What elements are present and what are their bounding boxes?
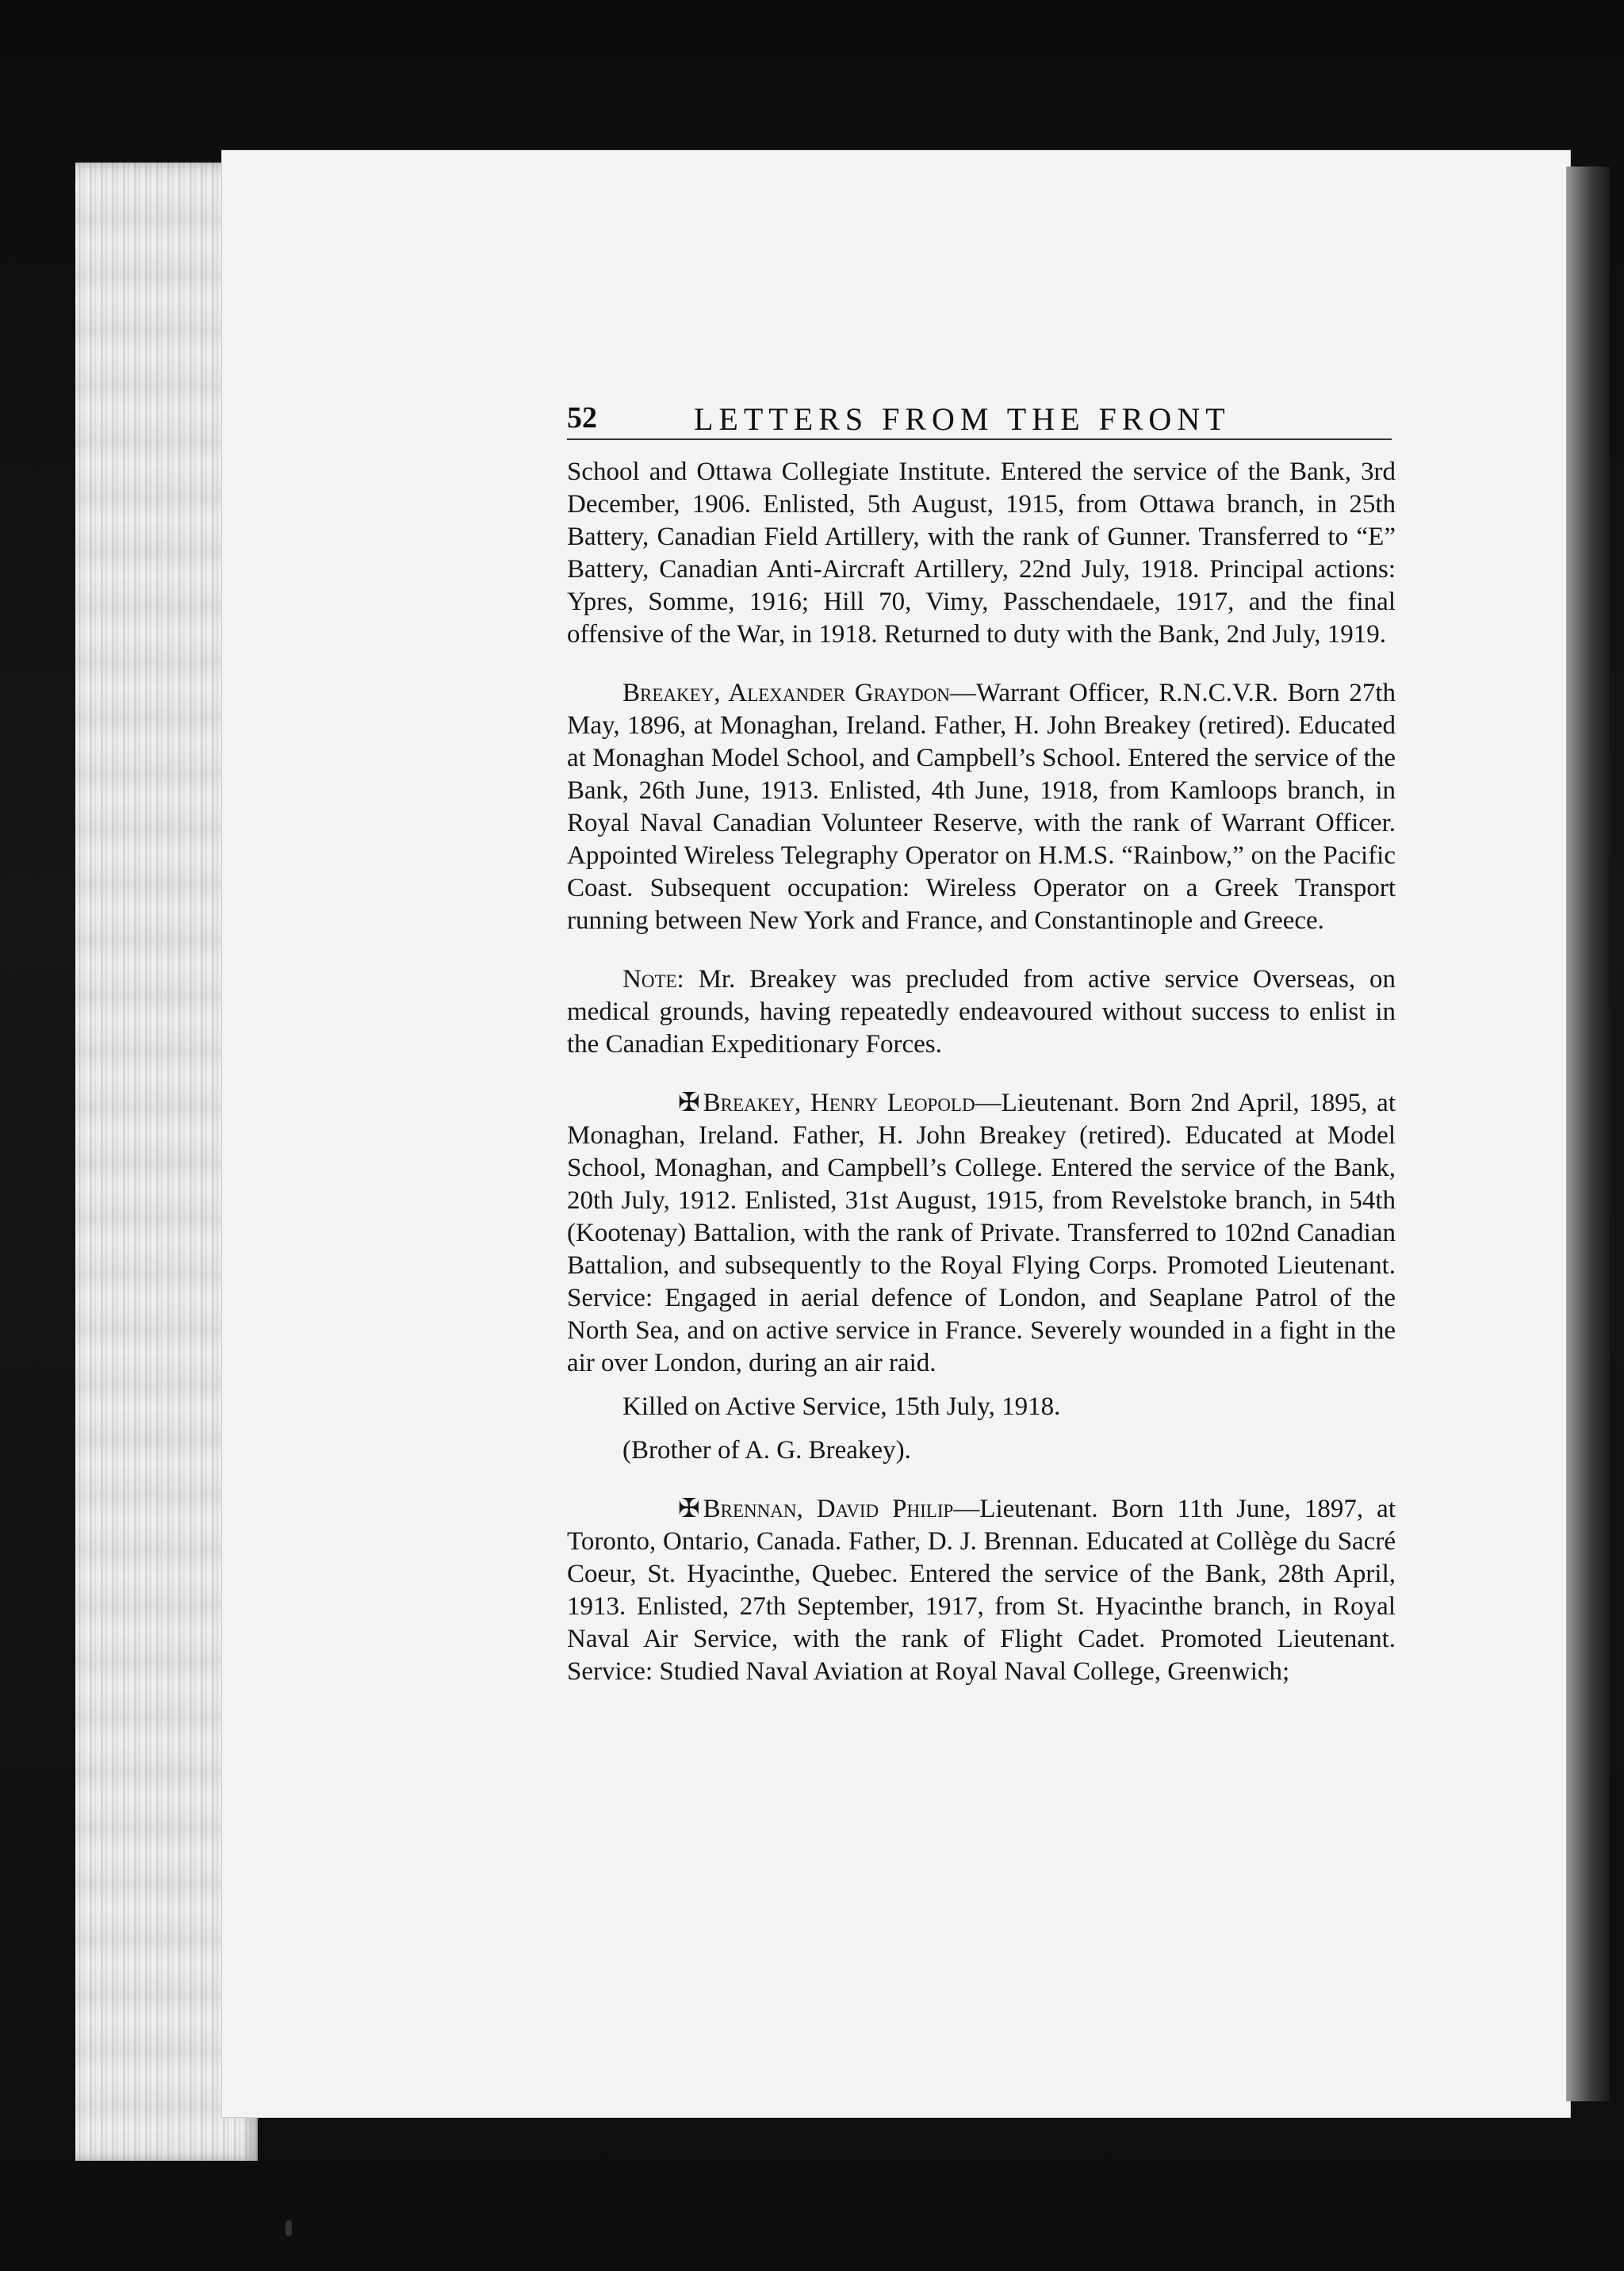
running-title: LETTERS FROM THE FRONT (694, 401, 1231, 437)
continuation-paragraph: School and Ottawa Collegiate Institute. Entered the service of the Bank, 3rd December, 1906. Enlisted, 5th August, 1915, from Ottawa branch, in 25th Battery, Canadian Field Artillery, with the rank of Gunner. Transferred to “E” Battery, Canadian Anti-Aircraft Artillery, 22nd July, 1918. Principal actions: Ypres, Somme, 1916; Hill 70, Vimy, Passchendaele, 1917, and the final offensive of the War, in 1918. Returned to duty with the Bank, 2nd July, 1919. (567, 458, 1396, 649)
memorial-cross-icon: ✠ (678, 1089, 700, 1117)
note-text: Mr. Breakey was precluded from active service Overseas, on medical grounds, having repeatedly endeavoured without success to enlist in the Canadian Expeditionary Forces. (567, 965, 1396, 1059)
killed-line: Killed on Active Service, 15th July, 1918. (622, 1392, 1061, 1421)
entry-name: Brennan, David Philip (703, 1495, 954, 1523)
entry-name: Breakey, Alexander Graydon (622, 679, 950, 707)
entry-text: —Lieutenant. Born 2nd April, 1895, at Monaghan, Ireland. Father, H. John Breakey (retired). Educated at Model School, Monaghan, and Campbell’s College. Entered the service of the Bank, 20th July, 1912. Enlisted, 31st August, 1915, from Revelstoke branch, in 54th (Kootenay) Battalion, with the rank of Private. Transferred to 102nd Canadian Battalion, and subsequently to the Royal Flying Corps. Promoted Lieutenant. Service: Engaged in aerial defence of London, and Seaplane Patrol of the North Sea, and on active service in France. Severely wounded in a fight in the air over London, during an air raid. (567, 1089, 1396, 1377)
entry-text: —Lieutenant. Born 11th June, 1897, at Toronto, Ontario, Canada. Father, D. J. Brennan. Educated at Collège du Sacré Coeur, St. Hyacinthe, Quebec. Entered the service of the Bank, 28th April, 1913. Enlisted, 27th September, 1917, from St. Hyacinthe branch, in Royal Naval Air Service, with the rank of Flight Cadet. Promoted Lieutenant. Service: Studied Naval Aviation at Royal Naval College, Greenwich; (567, 1495, 1396, 1686)
entry-text: —Warrant Officer, R.N.C.V.R. Born 27th May, 1896, at Monaghan, Ireland. Father, H. John Breakey (retired). Educated at Monaghan Model School, and Campbell’s School. Entered the service of the Bank, 26th June, 1913. Enlisted, 4th June, 1918, from Kamloops branch, in Royal Naval Canadian Volunteer Reserve, with the rank of Warrant Officer. Appointed Wireless Telegraphy Operator on H.M.S. “Rainbow,” on the Pacific Coast. Subsequent occupation: Wireless Operator on a Greek Transport running between New York and France, and Constantinople and Greece. (567, 679, 1396, 935)
note-label: Note: (622, 965, 684, 994)
page-body (567, 456, 1396, 1714)
book-right-edge (1566, 167, 1610, 2101)
memorial-cross-icon: ✠ (678, 1495, 700, 1523)
brother-line: (Brother of A. G. Breakey). (622, 1436, 911, 1465)
page-number: 52 (567, 401, 597, 435)
entry-breakey-alexander (567, 677, 1396, 937)
entry-brennan-david (567, 1493, 1396, 1688)
page-header (567, 400, 1392, 440)
entry-breakey-henry (567, 1087, 1396, 1380)
note-paragraph (567, 963, 1396, 1061)
entry-name: Breakey, Henry Leopold (703, 1089, 975, 1117)
scan-artifact (285, 2220, 292, 2236)
